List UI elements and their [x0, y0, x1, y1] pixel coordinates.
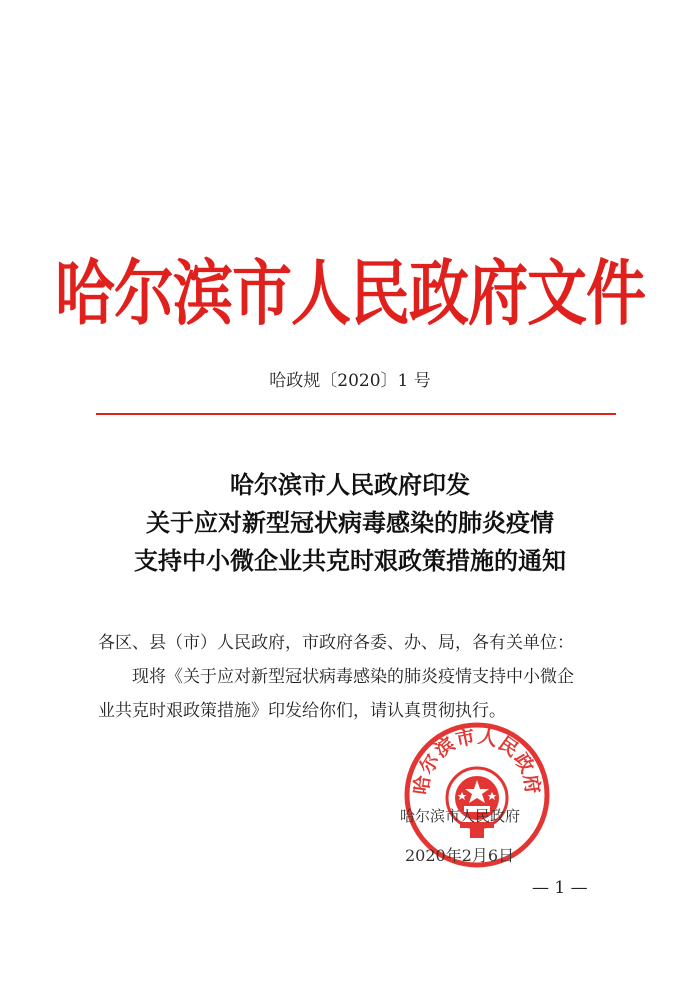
notice-body	[98, 626, 618, 728]
notice-title	[0, 466, 700, 580]
notice-title-line-2: 关于应对新型冠状病毒感染的肺炎疫情	[146, 508, 554, 537]
seal-text: 哈尔滨市人民政府	[410, 725, 544, 797]
body-paragraph-line-1: 现将《关于应对新型冠状病毒感染的肺炎疫情支持中小微企	[132, 667, 574, 687]
notice-title-line-1: 哈尔滨市人民政府印发	[230, 470, 470, 499]
salutation: 各区、县（市）人民政府，市政府各委、办、局，各有关单位：	[98, 633, 574, 653]
page-number: — 1 —	[532, 878, 588, 898]
issue-date: 2020年2月6日	[405, 846, 515, 865]
issuer-name: 哈尔滨市人民政府	[400, 807, 521, 825]
document-number: 哈政规〔2020〕1 号	[269, 371, 431, 391]
document-header-title: 哈尔滨市人民政府文件	[55, 253, 645, 336]
notice-title-line-3: 支持中小微企业共克时艰政策措施的通知	[134, 546, 566, 575]
national-emblem-icon	[447, 768, 507, 838]
red-divider-line	[96, 413, 616, 415]
body-paragraph-line-2: 业共克时艰政策措施》印发给你们，请认真贯彻执行。	[98, 701, 506, 721]
